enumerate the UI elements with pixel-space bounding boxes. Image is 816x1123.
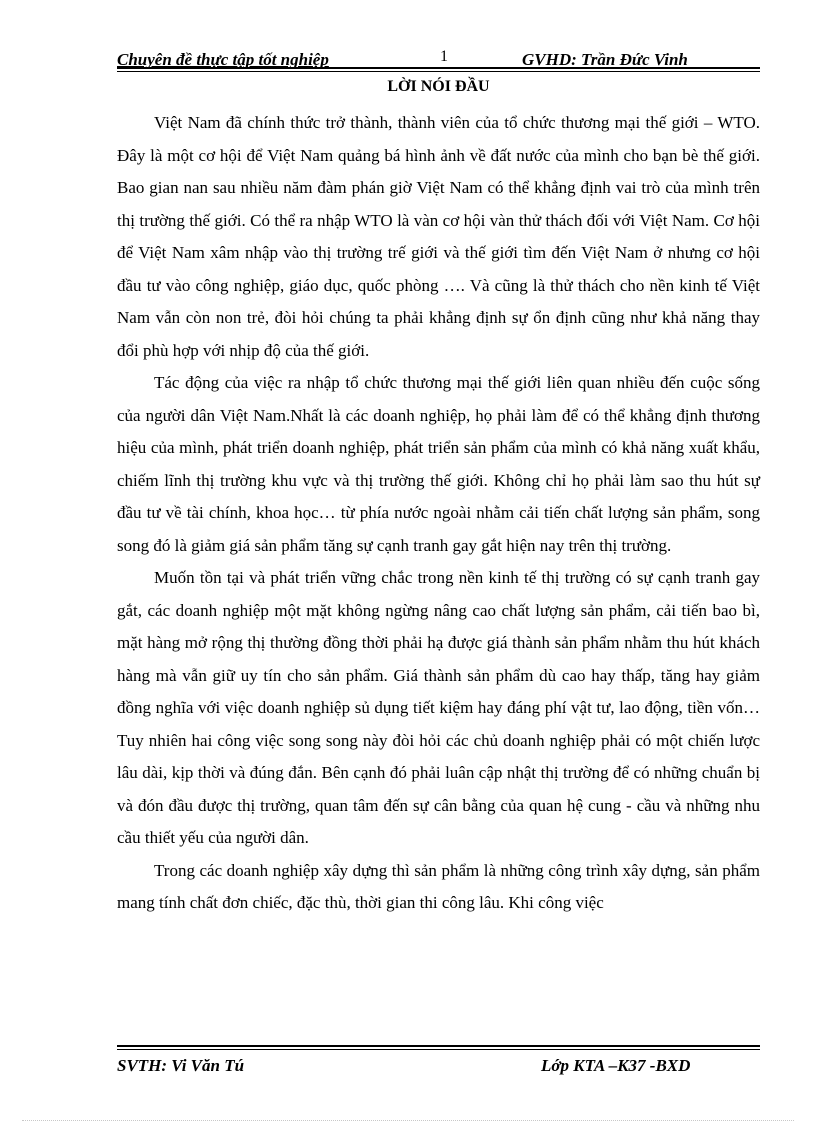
footer-class: Lớp KTA –K37 -BXD (541, 1056, 691, 1075)
paragraph: Muốn tồn tại và phát triển vững chắc trong nền kinh tế thị trường có sự cạnh tranh gay gắt, các doanh nghiệp một mặt không ngừng nâng cao chất lượng sản phẩm, cải tiến bao bì, mặt hàng mở rộng thị thường đồng thời phải hạ được giá thành sản phẩm nhằm thu hút khách hàng mà vẫn giữ uy tín cho sản phẩm. Giá thành sản phẩm dù cao hay thấp, tăng hay giảm đồng nghĩa với việc doanh nghiệp sủ dụng tiết kiệm hay đáng phí vật tư, lao động, tiền vốn… Tuy nhiên hai công việc song song này đòi hỏi các chủ doanh nghiệp phải có một chiến lược lâu dài, kịp thời và đúng đắn. Bên cạnh đó phải luân cập nhật thị trường để có những chuẩn bị và đón đầu được thị trường, quan tâm đến sự cân bằng của quan hệ cung - cầu và những nhu cầu thiết yếu của người dân. (117, 568, 760, 847)
document-body (117, 107, 760, 920)
page-number: 1 (440, 48, 448, 65)
footer-student: SVTH: Vi Văn Tú (117, 1056, 245, 1075)
header-document-type: Chuyên đề thực tập tốt nghiệp (117, 50, 329, 69)
paragraph: Trong các doanh nghiệp xây dựng thì sản phẩm là những công trình xây dựng, sản phẩm mang tính chất đơn chiếc, đặc thù, thời gian thi công lâu. Khi công việc (117, 860, 760, 912)
page-edge-divider (22, 1120, 794, 1121)
header-supervisor: GVHD: Trần Đức Vinh (522, 50, 688, 69)
footer-rule (117, 1045, 760, 1050)
paragraph: Việt Nam đã chính thức trở thành, thành viên của tổ chức thương mại thế giới – WTO. Đây là một cơ hội để Việt Nam quảng bá hình ảnh về đất nước của mình cho bạn bè thế giới. Bao gian nan sau nhiều năm đàm phán giờ Việt Nam có thể khẳng định vai trò của mình trên thị trường thế giới. Có thể ra nhập WTO là vàn cơ hội vàn thử thách đối với Việt Nam. Cơ hội để Việt Nam xâm nhập vào thị trường trế giới và thế giới tìm đến Việt Nam ở nhưng cơ hội đầu tư vào công nghiệp, giáo dục, quốc phòng …. Và cũng là thử thách cho nền kinh tế Việt Nam vẫn còn non trẻ, đòi hỏi chúng ta phải khẳng định sự ổn định cũng như khả năng thay đổi phù hợp với nhịp độ của thế giới. (117, 113, 760, 360)
page-title: LỜI NÓI ĐẦU (387, 78, 490, 95)
header-rule (117, 67, 760, 72)
page-footer (117, 1056, 760, 1078)
paragraph: Tác động của việc ra nhập tổ chức thương mại thế giới liên quan nhiều đến cuộc sống của người dân Việt Nam.Nhất là các doanh nghiệp, họ phải làm để có thể khẳng định thương hiệu của mình, phát triển doanh nghiệp, phát triển sản phẩm của mình có khả năng xuất khẩu, chiếm lĩnh thị trường khu vực và thị trường thế giới. Không chỉ họ phải làm sao thu hút sự đầu tư về tài chính, khoa học… từ phía nước ngoài nhằm cải tiến chất lượng sản phẩm, song song đó là giảm giá sản phẩm tăng sự cạnh tranh gay gắt hiện nay trên thị trường. (117, 373, 760, 555)
